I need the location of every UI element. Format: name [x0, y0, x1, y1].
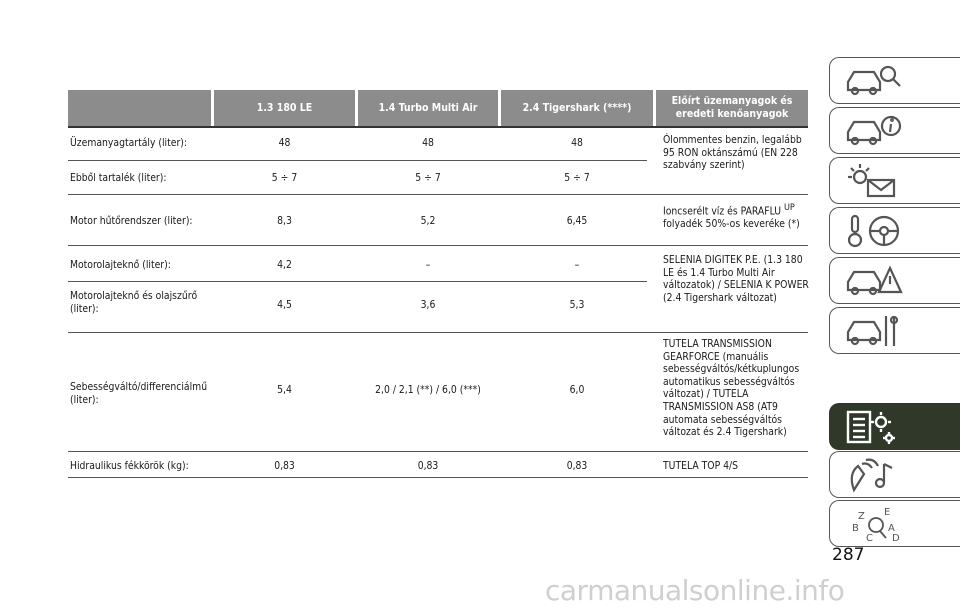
- row-value: 6,0: [569, 384, 585, 396]
- page-number: 287: [832, 545, 865, 565]
- table-header-engine-3: 2.4 Tigershark (****): [501, 90, 653, 126]
- tab-technical-data[interactable]: [829, 403, 960, 450]
- tab-multimedia[interactable]: [829, 451, 960, 498]
- row-label: Motor hűtőrendszer (liter):: [70, 215, 193, 227]
- row-label: Motorolajteknő (liter):: [70, 259, 171, 271]
- car-emergency-icon: [844, 262, 904, 300]
- technical-data-icon: [844, 408, 904, 448]
- row-value: 5,2: [420, 215, 436, 227]
- car-maintenance-icon: [844, 312, 904, 350]
- row-value: –: [574, 259, 580, 271]
- svg-text:C: C: [866, 533, 873, 543]
- table-header-engine-2: 1.4 Turbo Multi Air: [358, 90, 498, 126]
- row-divider: [68, 245, 808, 246]
- multimedia-icon: [844, 456, 904, 494]
- row-label: Motorolajteknő és olajszűrő (liter):: [70, 290, 198, 315]
- spec-coolant: [663, 202, 803, 231]
- table-header-empty: [68, 90, 211, 126]
- row-value: 4,2: [277, 259, 292, 271]
- watermark: carmanualsonline.info: [545, 574, 845, 607]
- tab-index[interactable]: [829, 500, 960, 547]
- row-value: 0,83: [566, 460, 588, 472]
- row-divider: [68, 332, 808, 333]
- row-value: 48: [278, 137, 291, 149]
- table-header-specs: Előírt üzemanyagok és eredeti kenőanyagok: [656, 90, 808, 126]
- svg-text:A: A: [888, 523, 895, 534]
- row-value: 5,3: [569, 299, 585, 311]
- row-value: 48: [571, 137, 583, 149]
- row-divider: [68, 451, 808, 452]
- key-steering-icon: [844, 212, 904, 250]
- tab-car-emergency[interactable]: [829, 257, 960, 304]
- row-value: 8,3: [277, 215, 292, 227]
- row-label: Üzemanyagtartály (liter):: [70, 137, 188, 149]
- row-divider: [68, 160, 647, 161]
- row-value: 0,83: [274, 460, 295, 472]
- tab-car-maintenance[interactable]: [829, 307, 960, 354]
- row-value: 5 ÷ 7: [415, 172, 441, 184]
- spec-coolant-b: folyadék 50%-os keveréke (*): [663, 218, 800, 231]
- row-value: 4,5: [277, 299, 292, 311]
- row-value: 5,4: [277, 384, 292, 396]
- spec-fuel: Ólommentes benzin, legalább 95 RON oktánszámú (EN 228 szabvány szerint): [663, 134, 802, 172]
- svg-text:B: B: [852, 523, 859, 534]
- row-value: 0,83: [417, 460, 439, 472]
- spec-brake: TUTELA TOP 4/S: [663, 460, 738, 472]
- spec-coolant-a: Ioncserélt víz és PARAFLU: [663, 205, 782, 218]
- svg-text:E: E: [884, 507, 891, 518]
- table-top-rule: [68, 126, 808, 128]
- car-info-icon: [844, 112, 904, 150]
- tab-car-info[interactable]: [829, 107, 960, 154]
- spec-gearbox: TUTELA TRANSMISSION GEARFORCE (manuális sebességváltós/kétkuplungos automatikus sebességváltós változat) / TUTELA TRANSMISSION AS8 (AT9 automata sebességváltós változat és 2.4 Tigershark): [663, 338, 800, 439]
- tab-key-steering[interactable]: [829, 207, 960, 254]
- row-value: 2,0 / 2,1 (**) / 6,0 (***): [375, 384, 481, 396]
- row-divider: [68, 194, 808, 195]
- row-label: Sebességváltó/differenciálmű (liter):: [70, 381, 208, 406]
- row-value: 6,45: [566, 215, 588, 227]
- svg-text:D: D: [892, 533, 900, 543]
- table-header-engine-1: 1.3 180 LE: [214, 90, 355, 126]
- row-value: 5 ÷ 7: [271, 172, 298, 184]
- spec-coolant-sup: UP: [783, 203, 795, 213]
- row-label: Ebből tartalék (liter):: [70, 172, 167, 184]
- row-value: 5 ÷ 7: [564, 172, 590, 184]
- spec-oil: SELENIA DIGITEK P.E. (1.3 180 LE és 1.4 Turbo Multi Air változatok) / SELENIA K POWER (2.4 Tigershark változat): [663, 254, 809, 304]
- row-label: Hidraulikus fékkörök (kg):: [70, 460, 189, 472]
- warning-lights-icon: [844, 162, 904, 200]
- table-bottom-rule: [68, 477, 808, 478]
- row-value: –: [425, 259, 431, 271]
- index-icon: [844, 505, 904, 543]
- row-value: 48: [422, 137, 434, 149]
- row-value: 3,6: [420, 299, 436, 311]
- row-divider: [68, 281, 647, 282]
- svg-text:Z: Z: [858, 511, 865, 522]
- tab-warning-lights[interactable]: [829, 157, 960, 204]
- car-search-icon: [844, 62, 904, 100]
- tab-car-search[interactable]: [829, 57, 960, 104]
